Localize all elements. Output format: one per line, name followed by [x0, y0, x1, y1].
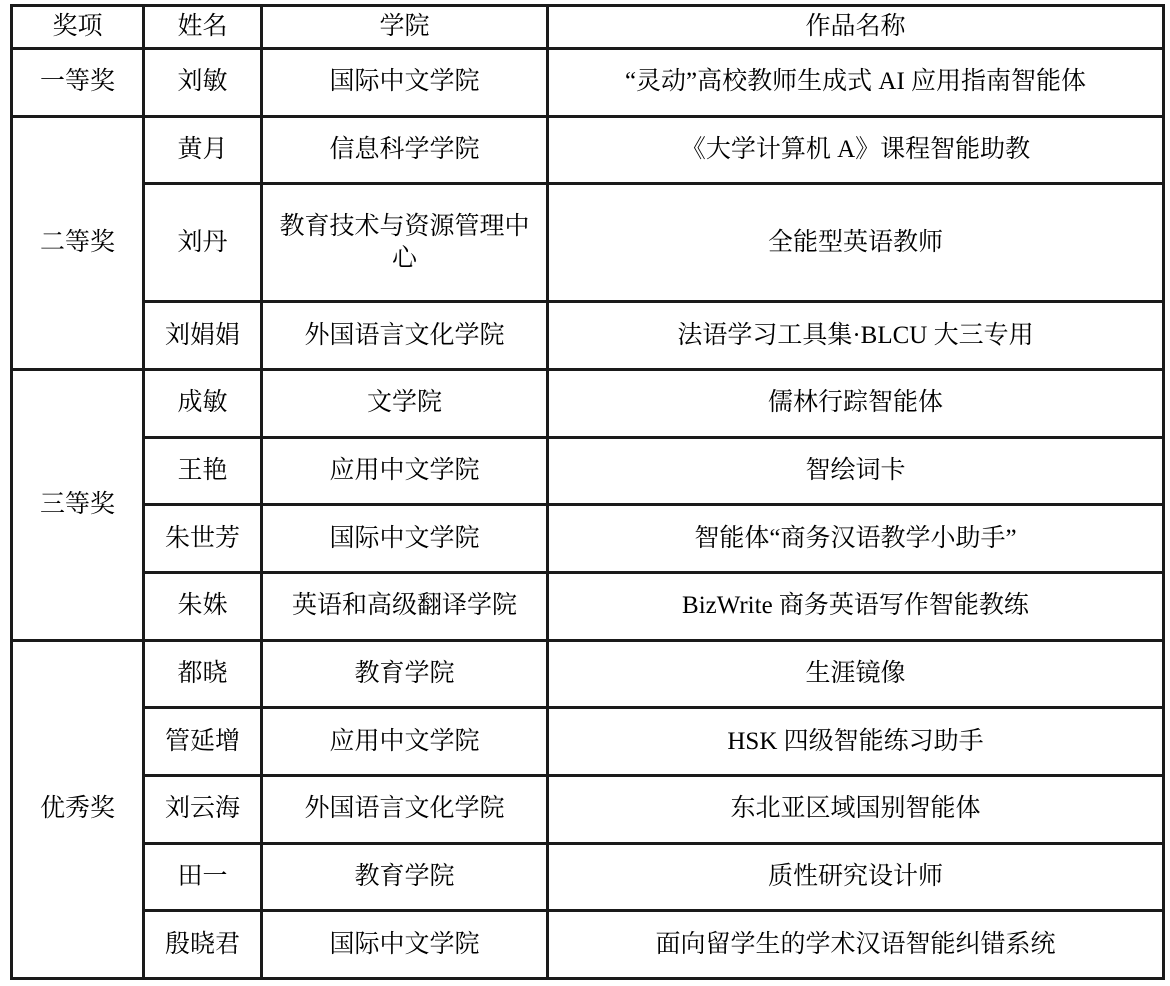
work-title: HSK 四级智能练习助手	[548, 708, 1164, 776]
table-row	[12, 505, 1164, 573]
table-row	[12, 843, 1164, 911]
participant-college: 教育学院	[262, 843, 548, 911]
work-title: 智绘词卡	[548, 437, 1164, 505]
table-row	[12, 572, 1164, 640]
participant-name: 刘敏	[144, 49, 262, 117]
participant-college: 应用中文学院	[262, 437, 548, 505]
work-title: “灵动”高校教师生成式 AI 应用指南智能体	[548, 49, 1164, 117]
table-header	[12, 6, 1164, 49]
participant-name: 田一	[144, 843, 262, 911]
table-row	[12, 49, 1164, 117]
award-label: 三等奖	[12, 369, 144, 640]
participant-college: 教育学院	[262, 640, 548, 708]
table-row	[12, 708, 1164, 776]
award-label: 二等奖	[12, 116, 144, 369]
award-label: 优秀奖	[12, 640, 144, 978]
work-title: 面向留学生的学术汉语智能纠错系统	[548, 911, 1164, 979]
participant-name: 刘娟娟	[144, 302, 262, 370]
work-title: 儒林行踪智能体	[548, 369, 1164, 437]
table-row	[12, 640, 1164, 708]
work-title: 生涯镜像	[548, 640, 1164, 708]
award-label: 一等奖	[12, 49, 144, 117]
participant-name: 朱姝	[144, 572, 262, 640]
participant-college: 国际中文学院	[262, 911, 548, 979]
participant-name: 成敏	[144, 369, 262, 437]
participant-college: 国际中文学院	[262, 505, 548, 573]
participant-college: 英语和高级翻译学院	[262, 572, 548, 640]
participant-college: 外国语言文化学院	[262, 775, 548, 843]
table-header-row	[12, 6, 1164, 49]
participant-college: 外国语言文化学院	[262, 302, 548, 370]
table-body	[12, 49, 1164, 979]
participant-name: 黄月	[144, 116, 262, 184]
work-title: 《大学计算机 A》课程智能助教	[548, 116, 1164, 184]
work-title: 法语学习工具集·BLCU 大三专用	[548, 302, 1164, 370]
work-title: 质性研究设计师	[548, 843, 1164, 911]
column-header-work: 作品名称	[548, 6, 1164, 49]
table-row	[12, 437, 1164, 505]
work-title: 全能型英语教师	[548, 184, 1164, 302]
participant-name: 管延增	[144, 708, 262, 776]
table-row	[12, 302, 1164, 370]
participant-name: 殷晓君	[144, 911, 262, 979]
table-row	[12, 911, 1164, 979]
participant-college: 国际中文学院	[262, 49, 548, 117]
participant-name: 都晓	[144, 640, 262, 708]
table-row	[12, 184, 1164, 302]
participant-college: 教育技术与资源管理中心	[262, 184, 548, 302]
work-title: 智能体“商务汉语教学小助手”	[548, 505, 1164, 573]
participant-name: 朱世芳	[144, 505, 262, 573]
column-header-name: 姓名	[144, 6, 262, 49]
participant-college: 信息科学学院	[262, 116, 548, 184]
column-header-college: 学院	[262, 6, 548, 49]
participant-name: 刘丹	[144, 184, 262, 302]
participant-college: 文学院	[262, 369, 548, 437]
award-results-table	[10, 4, 1165, 980]
participant-name: 刘云海	[144, 775, 262, 843]
work-title: 东北亚区域国别智能体	[548, 775, 1164, 843]
table-row	[12, 116, 1164, 184]
column-header-award: 奖项	[12, 6, 144, 49]
table-row	[12, 775, 1164, 843]
participant-college: 应用中文学院	[262, 708, 548, 776]
table-row	[12, 369, 1164, 437]
work-title: BizWrite 商务英语写作智能教练	[548, 572, 1164, 640]
participant-name: 王艳	[144, 437, 262, 505]
